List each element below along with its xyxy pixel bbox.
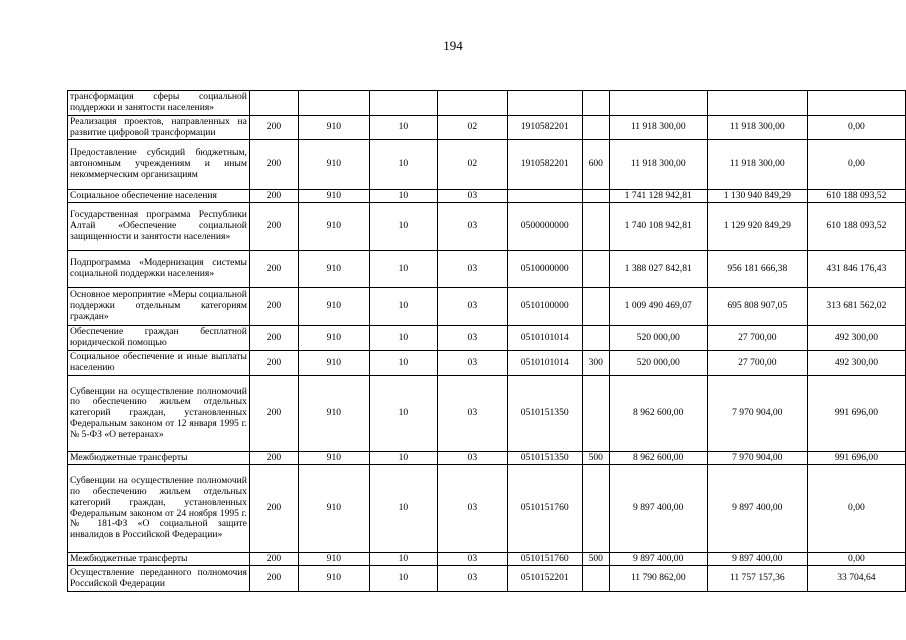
cell-grbs: 910 [299,116,370,140]
cell-vr: 300 [582,351,609,376]
cell-razdel: 10 [369,326,437,351]
table-row [68,326,906,351]
cell-vr: 500 [582,452,609,465]
cell-podrazdel: 03 [438,465,507,553]
row-name: Обеспечение граждан бесплатной юридической помощью [68,326,250,351]
table-row [68,553,906,566]
cell-sum-fact: 27 700,00 [707,326,807,351]
cell-razdel: 10 [369,553,437,566]
cell-vr [582,326,609,351]
cell-sum-fact: 9 897 400,00 [707,553,807,566]
row-name: Межбюджетные трансферты [68,452,250,465]
cell-podrazdel: 02 [438,140,507,190]
cell-sum-fact: 11 918 300,00 [707,116,807,140]
table-row [68,566,906,592]
cell-code: 200 [249,116,298,140]
cell-code [249,91,298,116]
cell-grbs [299,91,370,116]
row-name: Социальное обеспечение населения [68,190,250,203]
cell-code: 200 [249,376,298,452]
cell-razdel: 10 [369,203,437,251]
cell-sum-plan: 8 962 600,00 [609,452,707,465]
cell-razdel [369,91,437,116]
cell-sum-rest: 431 846 176,43 [807,251,905,288]
cell-sum-plan: 520 000,00 [609,326,707,351]
cell-sum-plan: 9 897 400,00 [609,553,707,566]
cell-sum-plan: 11 790 862,00 [609,566,707,592]
cell-csr: 0510152201 [507,566,582,592]
row-name: Межбюджетные трансферты [68,553,250,566]
cell-sum-plan: 11 918 300,00 [609,140,707,190]
table-row [68,376,906,452]
row-name: Реализация проектов, направленных на развитие цифровой трансформации [68,116,250,140]
cell-code: 200 [249,452,298,465]
cell-sum-rest: 0,00 [807,140,905,190]
row-name: Социальное обеспечение и иные выплаты населению [68,351,250,376]
cell-grbs: 910 [299,251,370,288]
cell-csr: 0510151350 [507,452,582,465]
table-row [68,452,906,465]
table-row [68,465,906,553]
cell-podrazdel: 03 [438,566,507,592]
cell-podrazdel: 03 [438,553,507,566]
cell-csr: 0510151760 [507,465,582,553]
cell-code: 200 [249,251,298,288]
row-name: Подпрограмма «Модернизация системы социальной поддержки населения» [68,251,250,288]
cell-podrazdel: 02 [438,116,507,140]
cell-code: 200 [249,465,298,553]
cell-podrazdel: 03 [438,326,507,351]
cell-grbs: 910 [299,465,370,553]
cell-razdel: 10 [369,251,437,288]
cell-code: 200 [249,203,298,251]
cell-sum-rest: 33 704,64 [807,566,905,592]
cell-csr: 0510000000 [507,251,582,288]
cell-csr [507,190,582,203]
cell-podrazdel: 03 [438,376,507,452]
cell-vr [582,91,609,116]
cell-podrazdel: 03 [438,190,507,203]
cell-sum-plan: 9 897 400,00 [609,465,707,553]
cell-vr: 600 [582,140,609,190]
cell-vr: 500 [582,553,609,566]
cell-csr: 0510101014 [507,326,582,351]
cell-grbs: 910 [299,452,370,465]
cell-csr: 0500000000 [507,203,582,251]
cell-code: 200 [249,351,298,376]
cell-csr: 1910582201 [507,140,582,190]
cell-grbs: 910 [299,376,370,452]
cell-code: 200 [249,566,298,592]
cell-csr: 0510101014 [507,351,582,376]
cell-sum-fact: 1 129 920 849,29 [707,203,807,251]
cell-sum-fact: 695 808 907,05 [707,288,807,326]
cell-grbs: 910 [299,140,370,190]
cell-razdel: 10 [369,452,437,465]
cell-sum-fact: 11 757 157,36 [707,566,807,592]
cell-vr [582,566,609,592]
cell-sum-rest: 313 681 562,02 [807,288,905,326]
table-row [68,251,906,288]
cell-sum-plan: 1 741 128 942,81 [609,190,707,203]
cell-code: 200 [249,140,298,190]
cell-sum-fact: 11 918 300,00 [707,140,807,190]
cell-sum-plan: 11 918 300,00 [609,116,707,140]
cell-csr: 0510151760 [507,553,582,566]
cell-razdel: 10 [369,116,437,140]
row-name: Предоставление субсидий бюджетным, автономным учреждениям и иным некоммерческим организациям [68,140,250,190]
cell-sum-plan: 1 388 027 842,81 [609,251,707,288]
cell-grbs: 910 [299,203,370,251]
cell-razdel: 10 [369,376,437,452]
cell-sum-rest: 492 300,00 [807,351,905,376]
cell-vr [582,116,609,140]
cell-vr [582,465,609,553]
cell-podrazdel: 03 [438,288,507,326]
cell-sum-fact [707,91,807,116]
cell-code: 200 [249,288,298,326]
cell-vr [582,376,609,452]
cell-sum-plan [609,91,707,116]
cell-razdel: 10 [369,288,437,326]
row-name: Государственная программа Республики Алтай «Обеспечение социальной защищенности и занятости населения» [68,203,250,251]
cell-sum-fact: 27 700,00 [707,351,807,376]
cell-sum-plan: 8 962 600,00 [609,376,707,452]
cell-sum-rest: 991 696,00 [807,452,905,465]
row-name: трансформация сферы социальной поддержки и занятости населения» [68,91,250,116]
cell-sum-fact: 956 181 666,38 [707,251,807,288]
cell-sum-plan: 1 009 490 469,07 [609,288,707,326]
table-row [68,203,906,251]
cell-sum-rest: 610 188 093,52 [807,203,905,251]
budget-table [67,90,906,592]
row-name: Основное мероприятие «Меры социальной поддержки отдельным категориям граждан» [68,288,250,326]
cell-sum-rest: 610 188 093,52 [807,190,905,203]
row-name: Субвенции на осуществление полномочий по обеспечению жильем отдельных категорий граждан, установленных Федеральным законом от 12 января 1995 г. № 5-ФЗ «О ветеранах» [68,376,250,452]
table-row [68,91,906,116]
cell-sum-rest: 492 300,00 [807,326,905,351]
cell-grbs: 910 [299,288,370,326]
cell-sum-fact: 1 130 940 849,29 [707,190,807,203]
cell-razdel: 10 [369,465,437,553]
cell-csr [507,91,582,116]
cell-podrazdel: 03 [438,251,507,288]
cell-sum-rest: 0,00 [807,553,905,566]
cell-grbs: 910 [299,190,370,203]
cell-vr [582,251,609,288]
cell-sum-rest: 0,00 [807,116,905,140]
table-row [68,351,906,376]
cell-sum-plan: 1 740 108 942,81 [609,203,707,251]
cell-sum-plan: 520 000,00 [609,351,707,376]
cell-code: 200 [249,190,298,203]
cell-csr: 1910582201 [507,116,582,140]
cell-podrazdel: 03 [438,452,507,465]
cell-sum-fact: 7 970 904,00 [707,376,807,452]
cell-csr: 0510100000 [507,288,582,326]
cell-sum-rest [807,91,905,116]
cell-sum-fact: 9 897 400,00 [707,465,807,553]
row-name: Осуществление переданного полномочия Российской Федерации [68,566,250,592]
table-row [68,140,906,190]
page-number: 194 [443,38,463,53]
cell-vr [582,190,609,203]
cell-code: 200 [249,326,298,351]
table-row [68,190,906,203]
cell-razdel: 10 [369,190,437,203]
cell-grbs: 910 [299,351,370,376]
table-row [68,116,906,140]
cell-vr [582,288,609,326]
cell-podrazdel: 03 [438,203,507,251]
cell-grbs: 910 [299,553,370,566]
cell-podrazdel: 03 [438,351,507,376]
cell-sum-rest: 991 696,00 [807,376,905,452]
cell-grbs: 910 [299,326,370,351]
row-name: Субвенции на осуществление полномочий по обеспечению жильем отдельных категорий граждан, установленных Федеральным законом от 24 ноября 1995 г. № 181-ФЗ «О социальной защите инвалидов в Российской Федерации» [68,465,250,553]
cell-podrazdel [438,91,507,116]
cell-grbs: 910 [299,566,370,592]
cell-sum-rest: 0,00 [807,465,905,553]
cell-razdel: 10 [369,140,437,190]
cell-razdel: 10 [369,351,437,376]
cell-sum-fact: 7 970 904,00 [707,452,807,465]
cell-razdel: 10 [369,566,437,592]
cell-code: 200 [249,553,298,566]
table-row [68,288,906,326]
cell-vr [582,203,609,251]
cell-csr: 0510151350 [507,376,582,452]
